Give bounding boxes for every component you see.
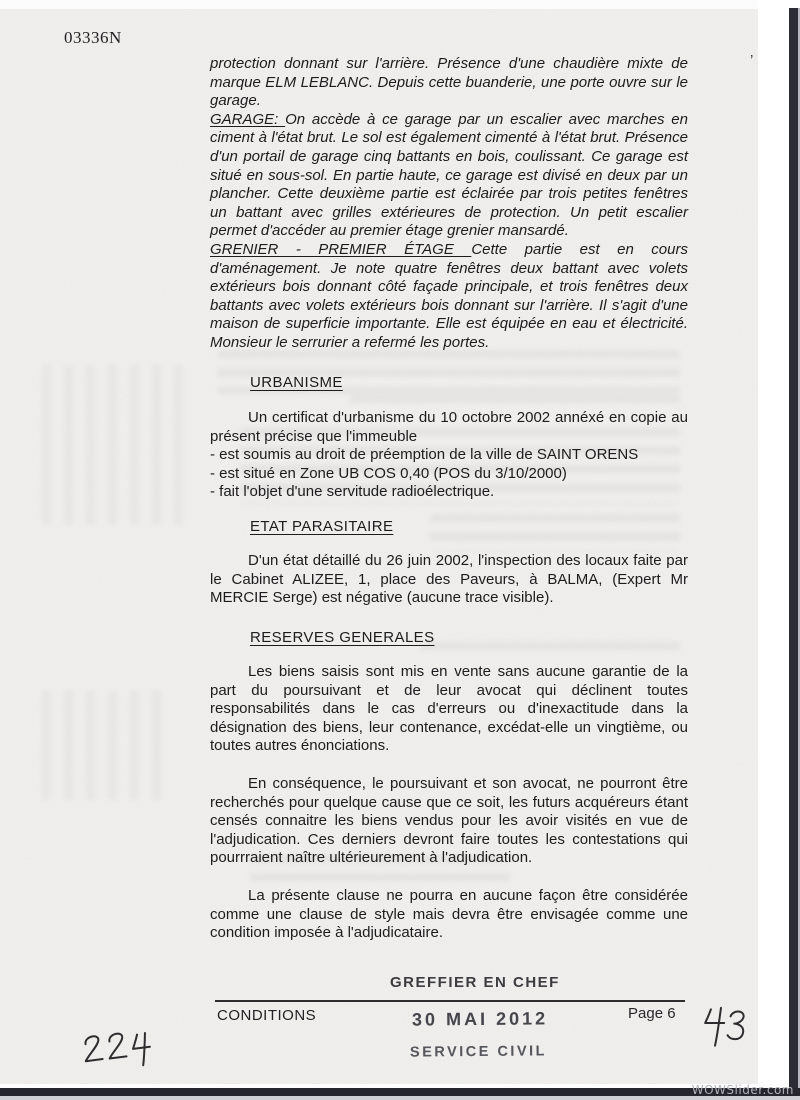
scan-border-right xyxy=(789,8,798,1100)
footer-rule xyxy=(215,1000,685,1002)
property-description xyxy=(210,55,688,353)
list-line: - est soumis au droit de préemption de la ville de SAINT ORENS xyxy=(210,446,639,463)
footer-doc-type: CONDITIONS xyxy=(217,1007,317,1024)
description-intro: protection donnant sur l'arrière. Présence d'une chaudière mixte de marque ELM LEBLANC. Depuis cette buanderie, une porte ouvre sur le garage. xyxy=(210,55,688,110)
urbanisme-items xyxy=(210,446,688,502)
grenier-text: Cette partie est en cours d'aménagement. Je note quatre fenêtres deux battant avec volets extérieurs bois donnant côté façade principale, et trois fenêtres deux battants avec volets extérieurs bois donnant sur l'arrière. Il s'agit d'une maison de superficie importante. Elle est équipée en eau et électricité. Monsieur le serrurier a refermé les portes. xyxy=(210,240,688,351)
service-civil-stamp: SERVICE CIVIL xyxy=(409,1043,548,1061)
section-heading-reserves-generales: RESERVES GENERALES xyxy=(250,629,435,646)
urbanisme-intro: Un certificat d'urbanisme du 10 octobre 2002 annéxé en copie au présent précise que l'immeuble xyxy=(210,409,688,445)
section-heading-urbanisme: URBANISME xyxy=(250,374,343,391)
section-heading-etat-parasitaire: ETAT PARASITAIRE xyxy=(250,518,394,535)
grenier-heading: GRENIER - PREMIER ÉTAGE xyxy=(210,240,472,258)
garage-text: On accède à ce garage par un escalier avec marches en ciment à l'état brut. Le sol est également cimenté à l'état brut. Présence d'un portail de garage cinq battants en bois, coulissant. Ce garage est situé en sous-sol. En partie haute, ce garage est divisé en deux par un plancher. Cette deuxième partie est éclairée par trois petites fenêtres un battant avec grilles extérieures de protection. Un petit escalier permet d'accéder au premier étage grenier mansardé. xyxy=(210,110,688,240)
reserves-para-2: En conséquence, le poursuivant et son avocat, ne pourront être recherchés pour quelque cause que ce soit, les futurs acquéreurs étant censés connaitre les biens vendus pour les avoir visités en vue de l'adjudication. Ces derniers devront faire toutes les contestations qui pourrraient naître ultérieurement à l'adjudication. xyxy=(210,775,688,867)
scan-border-bottom xyxy=(0,1088,800,1096)
handwritten-number xyxy=(77,1025,158,1072)
signature-title: GREFFIER EN CHEF xyxy=(390,974,560,991)
document-reference: 03336N xyxy=(64,28,122,47)
list-line: - fait l'objet d'une servitude radioélectrique. xyxy=(210,483,495,501)
description-grenier xyxy=(210,241,688,353)
scan-border-bottom-highlight xyxy=(0,1096,800,1100)
scan-top-edge xyxy=(0,0,758,9)
reserves-para-3: La présente clause ne pourra en aucune façon être considérée comme une clause de style mais devra être envisagée comme une condition imposée à l'adjudicataire. xyxy=(210,887,688,942)
handwritten-folio xyxy=(697,1003,749,1052)
bleedthrough-artifact xyxy=(420,642,680,660)
page-number-label: Page 6 xyxy=(628,1005,676,1022)
bleedthrough-artifact xyxy=(430,514,680,552)
list-line: - est situé en Zone UB COS 0,40 (POS du 3/10/2000) xyxy=(210,464,567,482)
garage-heading: GARAGE: xyxy=(210,110,286,128)
description-garage xyxy=(210,111,688,241)
bleedthrough-artifact xyxy=(42,690,162,800)
stray-mark: ’ xyxy=(750,52,754,69)
etat-parasitaire-body: D'un état détaillé du 26 juin 2002, l'inspection des locaux faite par le Cabinet ALIZEE, 1, place des Paveurs, à BALMA, (Expert Mr MERCIE Serge) est négative (aucune trace visible). xyxy=(210,552,688,607)
date-stamp: 30 MAI 2012 xyxy=(411,1008,549,1030)
watermark-text: WOWSlider.com xyxy=(691,1083,794,1097)
reserves-para-1: Les biens saisis sont mis en vente sans aucune garantie de la part du poursuivant et de leur avocat qui déclinent toutes responsabilités dans le cas d'erreurs ou d'inexactitude dans la désignation des biens, leur contenance, excédat-elle un vingtième, ou toutes autres énonciations. xyxy=(210,663,688,755)
bleedthrough-artifact xyxy=(42,365,192,525)
